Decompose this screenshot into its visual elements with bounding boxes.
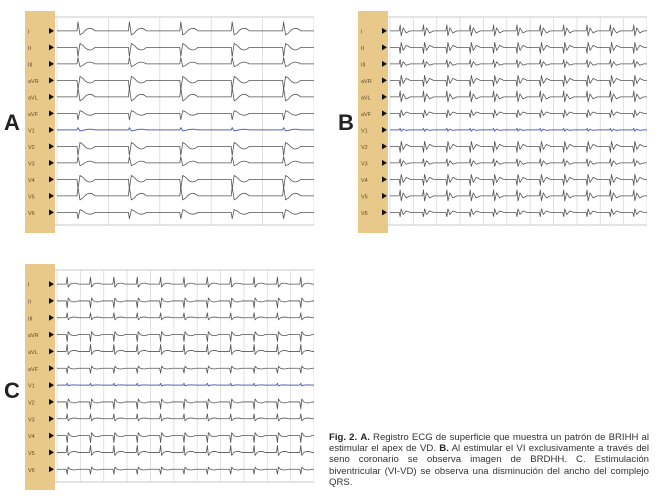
lead-label: V5 bbox=[361, 194, 368, 201]
lead-label: V2 bbox=[28, 144, 35, 151]
lead-label: V4 bbox=[28, 434, 35, 441]
ecg-trace bbox=[390, 209, 647, 217]
ecg-trace bbox=[57, 210, 314, 219]
ecg-trace bbox=[57, 22, 314, 35]
lead-label: II bbox=[28, 45, 32, 52]
ecg-trace bbox=[57, 433, 314, 443]
lead-label: V2 bbox=[28, 400, 35, 407]
lead-label: aVF bbox=[28, 366, 39, 373]
lead-label: V1 bbox=[28, 128, 35, 135]
ecg-trace bbox=[57, 157, 314, 166]
ecg-plot-a bbox=[25, 11, 314, 233]
panel-letter-a: A bbox=[4, 110, 20, 135]
panel-letter-c: C bbox=[4, 378, 20, 403]
lead-label: V4 bbox=[361, 177, 368, 184]
lead-label: V5 bbox=[28, 450, 35, 457]
ecg-plot-c bbox=[25, 264, 314, 490]
lead-label: III bbox=[361, 62, 366, 69]
ecg-trace bbox=[57, 399, 314, 409]
lead-label: I bbox=[361, 29, 363, 36]
lead-label: aVR bbox=[361, 78, 372, 85]
ecg-trace bbox=[57, 414, 314, 421]
lead-label: II bbox=[361, 45, 365, 52]
lead-label: V4 bbox=[28, 177, 35, 184]
ecg-trace bbox=[390, 141, 647, 152]
ecg-trace bbox=[390, 110, 647, 118]
ecg-trace bbox=[57, 187, 314, 200]
caption-a-label: A. bbox=[360, 432, 370, 443]
panel-letter-b: B bbox=[338, 110, 354, 135]
lead-label: V2 bbox=[361, 144, 368, 151]
ecg-trace bbox=[57, 313, 314, 320]
lead-label: aVL bbox=[361, 95, 371, 102]
ecg-trace bbox=[57, 383, 314, 386]
lead-label: I bbox=[28, 282, 30, 289]
ecg-trace bbox=[390, 159, 647, 167]
ecg-trace bbox=[57, 445, 314, 455]
lead-label: V3 bbox=[28, 161, 35, 168]
lead-label: V5 bbox=[28, 194, 35, 201]
lead-label: aVL bbox=[28, 349, 38, 356]
lead-label: I bbox=[28, 29, 30, 36]
ecg-panel-c bbox=[25, 264, 314, 490]
ecg-trace bbox=[390, 190, 647, 201]
ecg-trace bbox=[57, 142, 314, 155]
lead-label: V6 bbox=[361, 210, 368, 217]
figure-caption bbox=[329, 432, 649, 488]
ecg-trace bbox=[57, 175, 314, 188]
lead-label: V1 bbox=[28, 383, 35, 390]
lead-label: aVF bbox=[28, 111, 39, 118]
ecg-trace bbox=[57, 277, 314, 287]
ecg-trace bbox=[57, 128, 314, 131]
ecg-trace bbox=[57, 58, 314, 67]
lead-label: V6 bbox=[28, 467, 35, 474]
caption-c-text: C. Estimulación biventricular (VI-VD) se observa una disminución del ancho del complejo QRS. bbox=[329, 454, 649, 488]
ecg-trace bbox=[57, 111, 314, 120]
caption-a-text: Registro ECG de superficie que muestra un patrón de BRIHH al estimular el apex de VD. bbox=[329, 432, 650, 455]
ecg-trace bbox=[57, 332, 314, 342]
lead-label: V3 bbox=[361, 161, 368, 168]
ecg-trace bbox=[390, 42, 647, 53]
lead-label: II bbox=[28, 299, 32, 306]
lead-label: III bbox=[28, 316, 33, 323]
ecg-trace bbox=[57, 467, 314, 474]
ecg-trace bbox=[57, 76, 314, 89]
ecg-trace bbox=[57, 88, 314, 101]
caption-b-text: Al estimular el VI exclusivamente a través del seno coronario se observa imagen de BRDHH. bbox=[329, 443, 650, 466]
lead-label: aVR bbox=[28, 78, 39, 85]
ecg-trace bbox=[390, 91, 647, 102]
ecg-plot-b bbox=[358, 11, 647, 233]
ecg-trace bbox=[390, 25, 647, 36]
ecg-panel-b bbox=[358, 11, 647, 233]
ecg-trace bbox=[390, 60, 647, 68]
ecg-trace bbox=[390, 75, 647, 86]
ecg-trace bbox=[390, 174, 647, 185]
ecg-trace bbox=[57, 43, 314, 56]
ecg-trace bbox=[57, 344, 314, 354]
lead-label: aVR bbox=[28, 333, 39, 340]
ecg-trace bbox=[57, 298, 314, 308]
lead-label: aVF bbox=[361, 111, 372, 118]
lead-label: aVL bbox=[28, 95, 38, 102]
caption-b-label: B. bbox=[439, 443, 449, 455]
caption-fig-label: Fig. 2. bbox=[329, 432, 358, 443]
lead-label: V1 bbox=[361, 128, 368, 135]
lead-label: V6 bbox=[28, 210, 35, 217]
ecg-trace bbox=[57, 366, 314, 373]
lead-label: III bbox=[28, 62, 33, 69]
lead-label: V3 bbox=[28, 417, 35, 424]
ecg-panel-a bbox=[25, 11, 314, 233]
ecg-trace bbox=[390, 128, 647, 131]
